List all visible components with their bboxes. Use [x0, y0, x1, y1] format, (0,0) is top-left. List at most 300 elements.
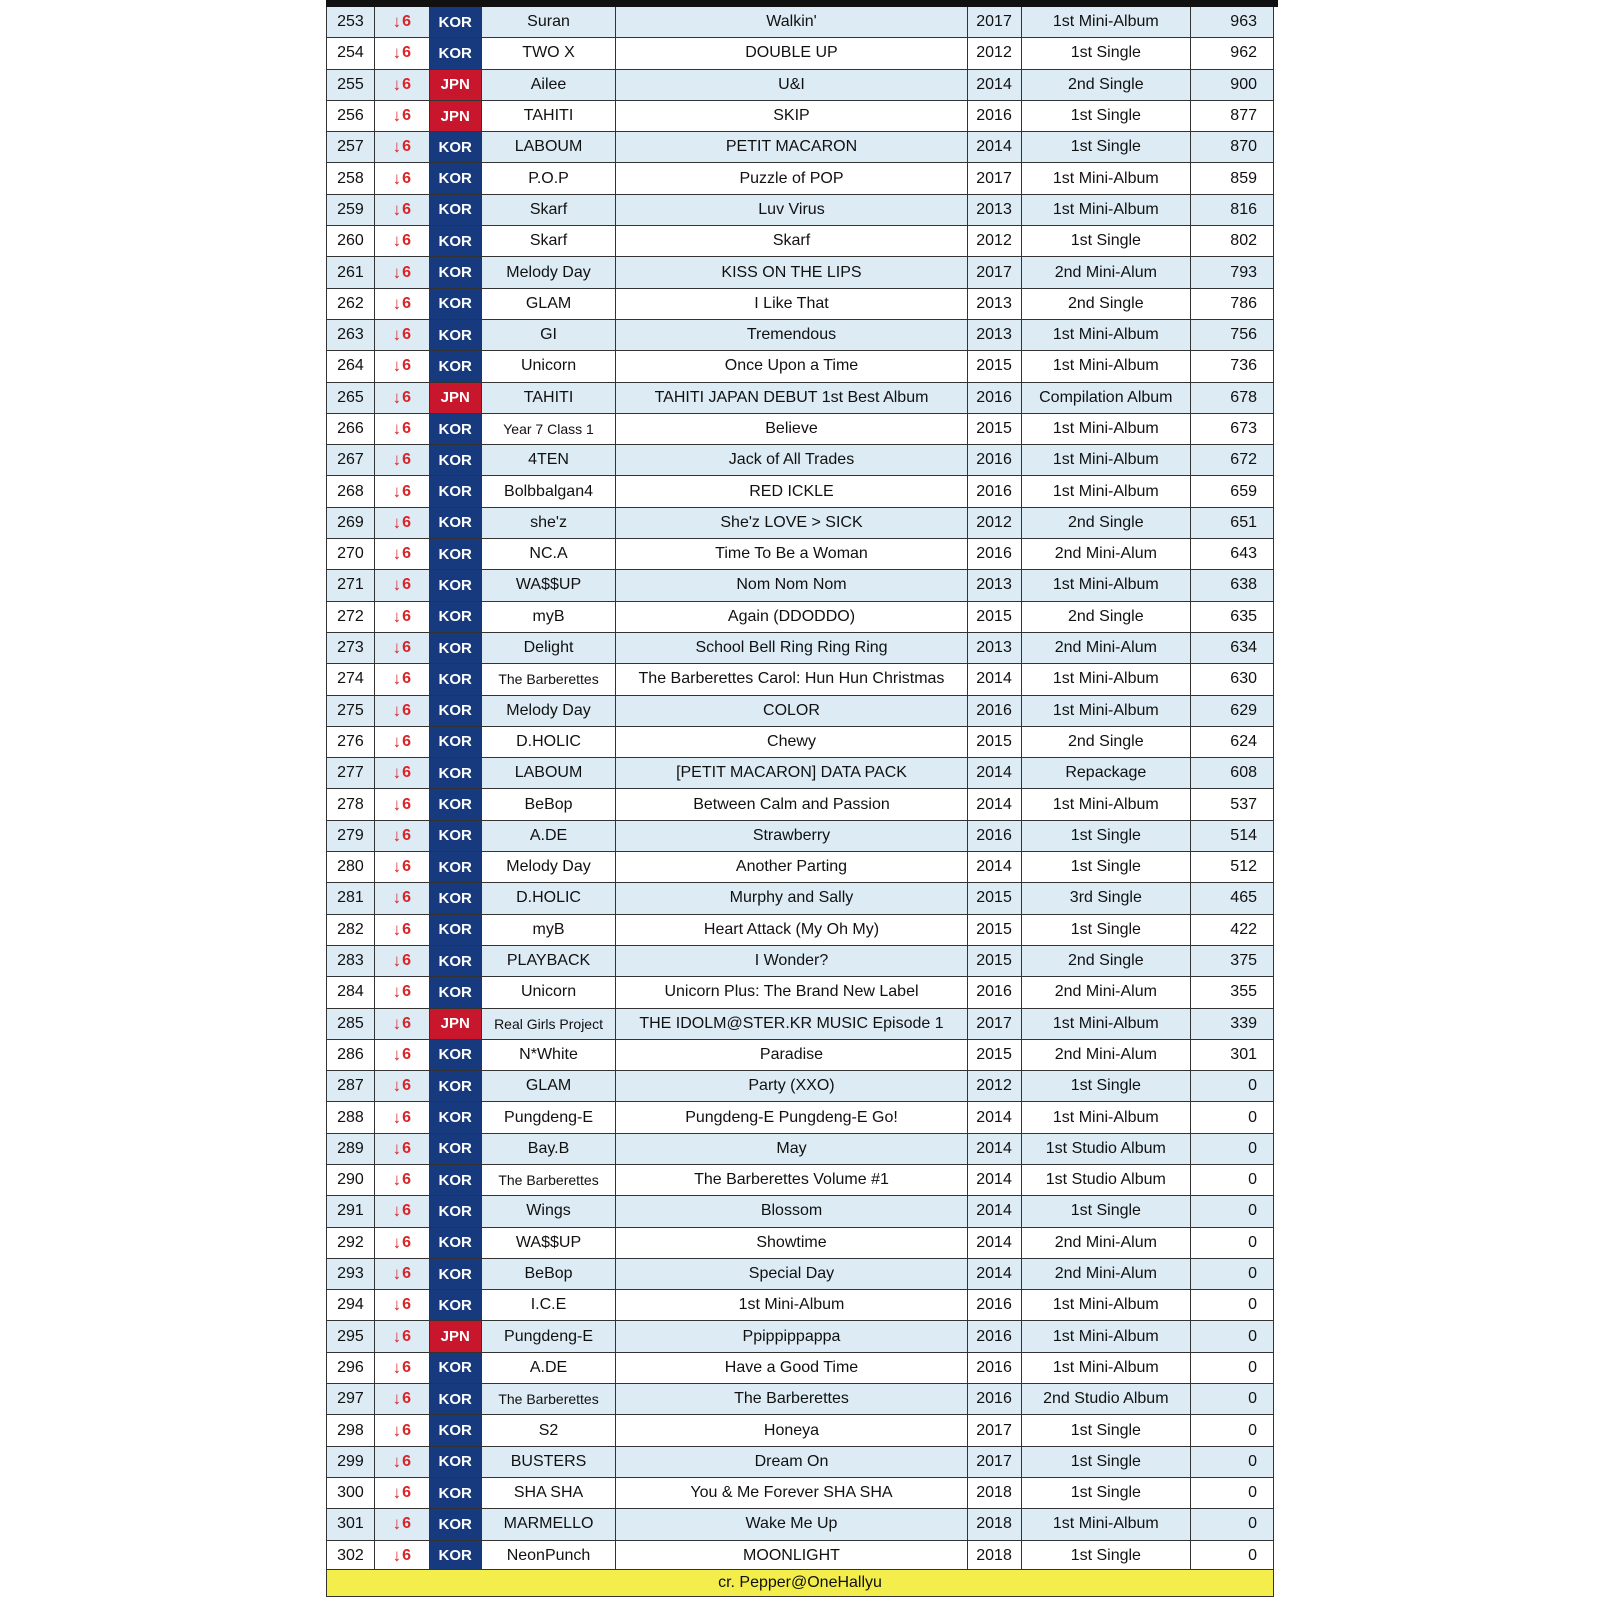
sales-cell: 0	[1248, 1390, 1257, 1408]
arrow-down-icon: ↓	[392, 1420, 402, 1440]
year-cell: 2016	[968, 1321, 1022, 1351]
title-cell: Honeya	[616, 1415, 967, 1445]
artist-cell: LABOUM	[482, 132, 617, 162]
change-cell	[375, 70, 430, 100]
table-row	[326, 1353, 1274, 1384]
arrow-down-icon: ↓	[392, 669, 402, 689]
rank-cell: 260	[327, 226, 375, 256]
change-cell	[375, 602, 430, 632]
arrow-down-icon: ↓	[392, 481, 402, 501]
artist-cell: Year 7 Class 1	[482, 414, 617, 444]
arrow-down-icon: ↓	[392, 1170, 402, 1190]
change-value: 6	[402, 44, 412, 62]
arrow-down-icon: ↓	[392, 1138, 402, 1158]
arrow-down-icon: ↓	[392, 137, 402, 157]
title-cell: THE IDOLM@STER.KR MUSIC Episode 1	[616, 1009, 967, 1039]
title-cell: Between Calm and Passion	[616, 789, 967, 819]
artist-cell: The Barberettes	[482, 1165, 617, 1195]
table-row	[326, 1165, 1274, 1196]
artist-cell: BeBop	[482, 789, 617, 819]
year-cell: 2014	[968, 1259, 1022, 1289]
nation-badge: KOR	[430, 226, 482, 256]
change-cell	[375, 257, 430, 287]
sales-cell: 0	[1248, 1484, 1257, 1502]
artist-cell: Melody Day	[482, 696, 617, 726]
release-type-cell: 2nd Mini-Alum	[1022, 633, 1192, 663]
rank-cell: 274	[327, 664, 375, 694]
nation-badge: JPN	[430, 101, 482, 131]
rank-cell: 278	[327, 789, 375, 819]
artist-cell: Melody Day	[482, 257, 617, 287]
artist-cell: Pungdeng-E	[482, 1321, 617, 1351]
year-cell: 2014	[968, 1165, 1022, 1195]
title-cell: Strawberry	[616, 821, 967, 851]
arrow-down-icon: ↓	[392, 1389, 402, 1409]
title-cell: She'z LOVE > SICK	[616, 508, 967, 538]
rank-cell: 282	[327, 915, 375, 945]
title-cell: School Bell Ring Ring Ring	[616, 633, 967, 663]
rank-cell: 280	[327, 852, 375, 882]
table-row	[326, 101, 1274, 132]
change-value: 6	[402, 858, 412, 876]
change-value: 6	[402, 1233, 412, 1251]
rank-cell: 265	[327, 383, 375, 413]
change-value: 6	[402, 920, 412, 938]
rank-cell: 271	[327, 570, 375, 600]
arrow-down-icon: ↓	[392, 575, 402, 595]
release-type-cell: 2nd Single	[1022, 289, 1192, 319]
artist-cell: Wings	[482, 1196, 617, 1226]
sales-cell: 638	[1230, 576, 1257, 594]
change-value: 6	[402, 451, 412, 469]
sales-cell: 0	[1248, 1077, 1257, 1095]
artist-cell: D.HOLIC	[482, 727, 617, 757]
change-cell	[375, 1415, 430, 1445]
rank-cell: 296	[327, 1353, 375, 1383]
rank-cell: 290	[327, 1165, 375, 1195]
arrow-down-icon: ↓	[392, 293, 402, 313]
change-cell	[375, 226, 430, 256]
sales-cell: 0	[1248, 1233, 1257, 1251]
release-type-cell: 1st Mini-Album	[1022, 7, 1192, 37]
ranking-table	[326, 7, 1274, 1572]
change-value: 6	[402, 764, 412, 782]
release-type-cell: 1st Studio Album	[1022, 1134, 1192, 1164]
rank-cell: 262	[327, 289, 375, 319]
title-cell: Party (XXO)	[616, 1071, 967, 1101]
arrow-down-icon: ↓	[392, 1357, 402, 1377]
year-cell: 2015	[968, 351, 1022, 381]
nation-badge: KOR	[430, 1478, 482, 1508]
release-type-cell: 2nd Studio Album	[1022, 1384, 1192, 1414]
year-cell: 2017	[968, 1415, 1022, 1445]
nation-badge: JPN	[430, 383, 482, 413]
release-type-cell: 1st Mini-Album	[1022, 476, 1192, 506]
sales-cell: 355	[1230, 983, 1257, 1001]
release-type-cell: 1st Single	[1022, 1071, 1192, 1101]
title-cell: Jack of All Trades	[616, 445, 967, 475]
artist-cell: A.DE	[482, 821, 617, 851]
rank-cell: 279	[327, 821, 375, 851]
change-cell	[375, 727, 430, 757]
table-row	[326, 758, 1274, 789]
nation-badge: KOR	[430, 1102, 482, 1132]
release-type-cell: 1st Single	[1022, 1196, 1192, 1226]
artist-cell: NeonPunch	[482, 1541, 617, 1571]
credit-footer	[326, 1569, 1274, 1597]
year-cell: 2014	[968, 1102, 1022, 1132]
title-cell: Once Upon a Time	[616, 351, 967, 381]
change-value: 6	[402, 983, 412, 1001]
sales-cell: 0	[1248, 1265, 1257, 1283]
release-type-cell: 2nd Mini-Alum	[1022, 1228, 1192, 1258]
change-value: 6	[402, 294, 412, 312]
artist-cell: D.HOLIC	[482, 883, 617, 913]
change-value: 6	[402, 1390, 412, 1408]
change-value: 6	[402, 1296, 412, 1314]
change-value: 6	[402, 200, 412, 218]
arrow-down-icon: ↓	[392, 262, 402, 282]
release-type-cell: 2nd Mini-Alum	[1022, 1040, 1192, 1070]
sales-cell: 963	[1230, 13, 1257, 31]
change-value: 6	[402, 482, 412, 500]
release-type-cell: Compilation Album	[1022, 383, 1192, 413]
artist-cell: PLAYBACK	[482, 946, 617, 976]
rank-cell: 254	[327, 38, 375, 68]
table-row	[326, 1040, 1274, 1071]
change-value: 6	[402, 639, 412, 657]
arrow-down-icon: ↓	[392, 325, 402, 345]
year-cell: 2017	[968, 1009, 1022, 1039]
title-cell: Blossom	[616, 1196, 967, 1226]
rank-cell: 284	[327, 977, 375, 1007]
title-cell: Nom Nom Nom	[616, 570, 967, 600]
artist-cell: BUSTERS	[482, 1447, 617, 1477]
change-cell	[375, 163, 430, 193]
arrow-down-icon: ↓	[392, 731, 402, 751]
title-cell: Chewy	[616, 727, 967, 757]
change-value: 6	[402, 357, 412, 375]
title-cell: Ppippippappa	[616, 1321, 967, 1351]
change-value: 6	[402, 1139, 412, 1157]
change-value: 6	[402, 513, 412, 531]
change-value: 6	[402, 1045, 412, 1063]
arrow-down-icon: ↓	[392, 450, 402, 470]
arrow-down-icon: ↓	[392, 1326, 402, 1346]
artist-cell: Skarf	[482, 195, 617, 225]
year-cell: 2016	[968, 539, 1022, 569]
title-cell: Have a Good Time	[616, 1353, 967, 1383]
change-value: 6	[402, 1014, 412, 1032]
year-cell: 2012	[968, 226, 1022, 256]
artist-cell: Melody Day	[482, 852, 617, 882]
title-cell: U&I	[616, 70, 967, 100]
nation-badge: JPN	[430, 1321, 482, 1351]
change-cell	[375, 1541, 430, 1571]
sales-cell: 877	[1230, 107, 1257, 125]
change-value: 6	[402, 576, 412, 594]
artist-cell: P.O.P	[482, 163, 617, 193]
change-cell	[375, 915, 430, 945]
change-cell	[375, 1321, 430, 1351]
table-row	[326, 977, 1274, 1008]
sales-cell: 624	[1230, 732, 1257, 750]
sales-cell: 736	[1230, 357, 1257, 375]
sales-cell: 0	[1248, 1108, 1257, 1126]
change-cell	[375, 821, 430, 851]
sales-cell: 678	[1230, 388, 1257, 406]
sales-cell: 659	[1230, 482, 1257, 500]
change-value: 6	[402, 263, 412, 281]
rank-cell: 293	[327, 1259, 375, 1289]
arrow-down-icon: ↓	[392, 763, 402, 783]
sales-cell: 0	[1248, 1515, 1257, 1533]
nation-badge: KOR	[430, 664, 482, 694]
sales-cell: 900	[1230, 75, 1257, 93]
change-value: 6	[402, 701, 412, 719]
release-type-cell: 1st Mini-Album	[1022, 163, 1192, 193]
table-row	[326, 476, 1274, 507]
table-row	[326, 696, 1274, 727]
arrow-down-icon: ↓	[392, 419, 402, 438]
year-cell: 2017	[968, 7, 1022, 37]
artist-cell: Bolbbalgan4	[482, 476, 617, 506]
artist-cell: Delight	[482, 633, 617, 663]
rank-cell: 259	[327, 195, 375, 225]
nation-badge: KOR	[430, 414, 482, 444]
rank-cell: 270	[327, 539, 375, 569]
nation-badge: KOR	[430, 508, 482, 538]
change-cell	[375, 445, 430, 475]
arrow-down-icon: ↓	[392, 1483, 402, 1503]
table-row	[326, 289, 1274, 320]
year-cell: 2015	[968, 727, 1022, 757]
sales-cell: 537	[1230, 795, 1257, 813]
title-cell: Again (DDODDO)	[616, 602, 967, 632]
change-value: 6	[402, 107, 412, 125]
change-value: 6	[402, 826, 412, 844]
artist-cell: TAHITI	[482, 383, 617, 413]
artist-cell: WA$$UP	[482, 1228, 617, 1258]
nation-badge: KOR	[430, 696, 482, 726]
change-cell	[375, 289, 430, 319]
sales-cell: 512	[1230, 858, 1257, 876]
sales-cell: 816	[1230, 200, 1257, 218]
nation-badge: KOR	[430, 320, 482, 350]
change-cell	[375, 1509, 430, 1539]
year-cell: 2017	[968, 1447, 1022, 1477]
arrow-down-icon: ↓	[392, 1295, 402, 1315]
artist-cell: Bay.B	[482, 1134, 617, 1164]
change-cell	[375, 977, 430, 1007]
change-value: 6	[402, 1077, 412, 1095]
sales-cell: 634	[1230, 639, 1257, 657]
arrow-down-icon: ↓	[392, 1076, 402, 1096]
release-type-cell: 1st Mini-Album	[1022, 1009, 1192, 1039]
nation-badge: KOR	[430, 1134, 482, 1164]
table-row	[326, 633, 1274, 664]
change-value: 6	[402, 13, 412, 31]
nation-badge: KOR	[430, 1384, 482, 1414]
sales-cell: 465	[1230, 889, 1257, 907]
artist-cell: she'z	[482, 508, 617, 538]
sales-cell: 672	[1230, 451, 1257, 469]
year-cell: 2016	[968, 445, 1022, 475]
change-cell	[375, 101, 430, 131]
arrow-down-icon: ↓	[392, 74, 402, 94]
artist-cell: Suran	[482, 7, 617, 37]
sales-cell: 0	[1248, 1139, 1257, 1157]
artist-cell: S2	[482, 1415, 617, 1445]
sales-cell: 0	[1248, 1327, 1257, 1345]
title-cell: Time To Be a Woman	[616, 539, 967, 569]
artist-cell: GLAM	[482, 289, 617, 319]
sales-cell: 802	[1230, 232, 1257, 250]
year-cell: 2014	[968, 758, 1022, 788]
artist-cell: I.C.E	[482, 1290, 617, 1320]
table-row	[326, 70, 1274, 101]
table-row	[326, 602, 1274, 633]
title-cell: Another Parting	[616, 852, 967, 882]
rank-cell: 269	[327, 508, 375, 538]
release-type-cell: 2nd Mini-Alum	[1022, 257, 1192, 287]
year-cell: 2013	[968, 570, 1022, 600]
arrow-down-icon: ↓	[392, 1514, 402, 1534]
rank-cell: 261	[327, 257, 375, 287]
rank-cell: 301	[327, 1509, 375, 1539]
change-value: 6	[402, 952, 412, 970]
arrow-down-icon: ↓	[392, 12, 402, 32]
change-value: 6	[402, 169, 412, 187]
year-cell: 2016	[968, 1353, 1022, 1383]
change-cell	[375, 1384, 430, 1414]
title-cell: [PETIT MACARON] DATA PACK	[616, 758, 967, 788]
arrow-down-icon: ↓	[392, 888, 402, 908]
rank-cell: 272	[327, 602, 375, 632]
nation-badge: KOR	[430, 1541, 482, 1571]
sales-cell: 635	[1230, 607, 1257, 625]
rank-cell: 291	[327, 1196, 375, 1226]
change-cell	[375, 1009, 430, 1039]
arrow-down-icon: ↓	[392, 919, 402, 939]
release-type-cell: 1st Mini-Album	[1022, 570, 1192, 600]
nation-badge: KOR	[430, 1196, 482, 1226]
table-row	[326, 132, 1274, 163]
artist-cell: The Barberettes	[482, 1384, 617, 1414]
nation-badge: KOR	[430, 1228, 482, 1258]
rank-cell: 287	[327, 1071, 375, 1101]
change-cell	[375, 351, 430, 381]
artist-cell: myB	[482, 602, 617, 632]
rank-cell: 297	[327, 1384, 375, 1414]
change-cell	[375, 320, 430, 350]
table-row	[326, 1290, 1274, 1321]
change-cell	[375, 758, 430, 788]
sales-cell: 0	[1248, 1421, 1257, 1439]
release-type-cell: 2nd Single	[1022, 70, 1192, 100]
artist-cell: Ailee	[482, 70, 617, 100]
rank-cell: 294	[327, 1290, 375, 1320]
artist-cell: A.DE	[482, 1353, 617, 1383]
artist-cell: myB	[482, 915, 617, 945]
release-type-cell: 3rd Single	[1022, 883, 1192, 913]
top-border	[326, 0, 1278, 7]
title-cell: I Wonder?	[616, 946, 967, 976]
year-cell: 2014	[968, 1134, 1022, 1164]
table-row	[326, 1509, 1274, 1540]
arrow-down-icon: ↓	[392, 199, 402, 219]
rank-cell: 298	[327, 1415, 375, 1445]
artist-cell: LABOUM	[482, 758, 617, 788]
rank-cell: 263	[327, 320, 375, 350]
year-cell: 2014	[968, 789, 1022, 819]
table-row	[326, 883, 1274, 914]
nation-badge: KOR	[430, 1353, 482, 1383]
release-type-cell: 2nd Single	[1022, 508, 1192, 538]
title-cell: May	[616, 1134, 967, 1164]
change-cell	[375, 1102, 430, 1132]
title-cell: PETIT MACARON	[616, 132, 967, 162]
sales-cell: 339	[1230, 1014, 1257, 1032]
year-cell: 2016	[968, 1384, 1022, 1414]
release-type-cell: 2nd Mini-Alum	[1022, 539, 1192, 569]
change-value: 6	[402, 1421, 412, 1439]
nation-badge: KOR	[430, 1165, 482, 1195]
release-type-cell: 1st Single	[1022, 1447, 1192, 1477]
table-row	[326, 383, 1274, 414]
year-cell: 2016	[968, 977, 1022, 1007]
change-value: 6	[402, 1515, 412, 1533]
arrow-down-icon: ↓	[392, 700, 402, 720]
sales-cell: 422	[1230, 920, 1257, 938]
artist-cell: MARMELLO	[482, 1509, 617, 1539]
artist-cell: The Barberettes	[482, 664, 617, 694]
nation-badge: KOR	[430, 727, 482, 757]
arrow-down-icon: ↓	[392, 1232, 402, 1252]
change-value: 6	[402, 1265, 412, 1283]
change-cell	[375, 1478, 430, 1508]
title-cell: I Like That	[616, 289, 967, 319]
change-cell	[375, 633, 430, 663]
arrow-down-icon: ↓	[392, 43, 402, 63]
change-cell	[375, 1228, 430, 1258]
arrow-down-icon: ↓	[392, 168, 402, 188]
nation-badge: KOR	[430, 1509, 482, 1539]
title-cell: The Barberettes Carol: Hun Hun Christmas	[616, 664, 967, 694]
change-cell	[375, 1071, 430, 1101]
artist-cell: TWO X	[482, 38, 617, 68]
rank-cell: 283	[327, 946, 375, 976]
title-cell: Murphy and Sally	[616, 883, 967, 913]
table-row	[326, 1009, 1274, 1040]
change-cell	[375, 1290, 430, 1320]
rank-cell: 288	[327, 1102, 375, 1132]
arrow-down-icon: ↓	[392, 857, 402, 877]
table-row	[326, 821, 1274, 852]
sales-cell: 859	[1230, 169, 1257, 187]
release-type-cell: 1st Single	[1022, 226, 1192, 256]
nation-badge: KOR	[430, 351, 482, 381]
title-cell: Skarf	[616, 226, 967, 256]
change-value: 6	[402, 232, 412, 250]
year-cell: 2013	[968, 633, 1022, 663]
release-type-cell: 1st Mini-Album	[1022, 1290, 1192, 1320]
arrow-down-icon: ↓	[392, 951, 402, 971]
artist-cell: N*White	[482, 1040, 617, 1070]
sales-cell: 629	[1230, 701, 1257, 719]
change-value: 6	[402, 326, 412, 344]
sales-cell: 651	[1230, 513, 1257, 531]
